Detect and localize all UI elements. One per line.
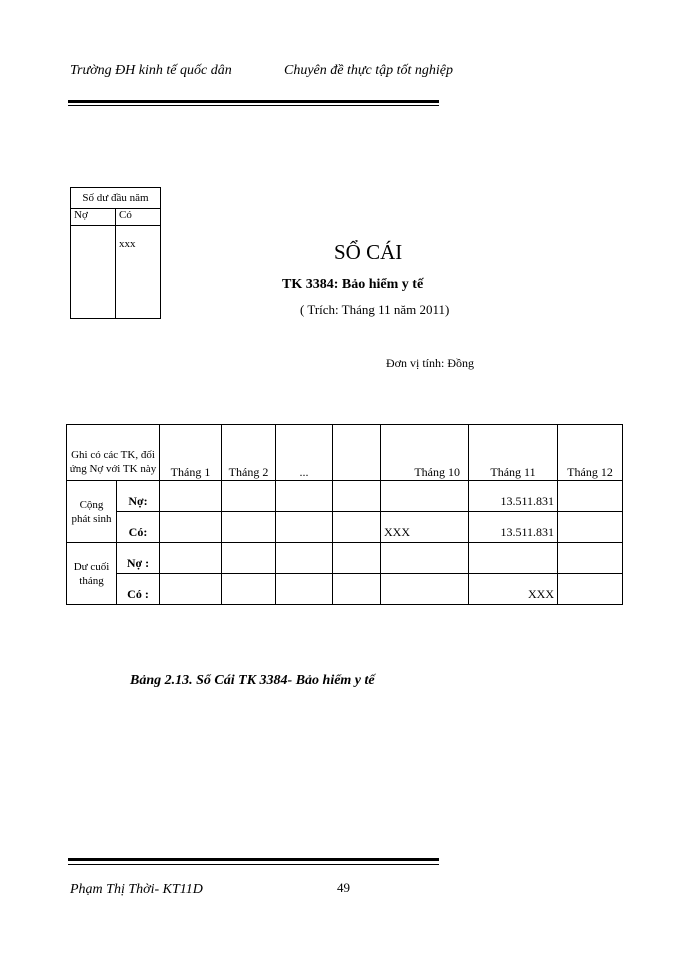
footer-rule [68, 858, 439, 861]
ledger-table [66, 424, 623, 605]
table-row [67, 543, 623, 574]
unit-note: Đơn vị tính: Đồng [386, 356, 475, 370]
excerpt-note: ( Trích: Tháng 11 năm 2011) [300, 302, 450, 317]
ledger-header-row [67, 425, 623, 481]
ps-no-thang-11: 13.511.831 [469, 481, 558, 512]
header-topic: Chuyên đề thực tập tốt nghiệp [284, 63, 453, 78]
header-rule-thin [68, 105, 439, 106]
page-title: SỔ CÁI [334, 240, 403, 264]
page-number: 49 [337, 880, 350, 895]
opening-balance-box [70, 187, 161, 319]
table-caption: Bảng 2.13. Sổ Cái TK 3384- Bảo hiểm y tế [130, 673, 375, 688]
ledger-head-label: Ghi có các TK, đối ứng Nợ với TK này [67, 425, 160, 481]
month-header [333, 425, 381, 481]
du-co-thang-11: XXX [469, 574, 558, 605]
side-label-no: Nợ: [117, 481, 160, 512]
row-label-cong-phat-sinh: Cộng phát sinh [67, 481, 117, 543]
table-row [67, 481, 623, 512]
opening-balance-debit-label: Nợ [71, 209, 116, 226]
month-header: Tháng 10 [381, 425, 469, 481]
opening-balance-credit-value: xxx [116, 226, 161, 319]
side-label-co: Có: [117, 512, 160, 543]
side-label-no-2: Nợ : [117, 543, 160, 574]
table-row [67, 574, 623, 605]
month-header: Tháng 1 [160, 425, 222, 481]
month-header: Tháng 11 [469, 425, 558, 481]
opening-balance-title: Số dư đầu năm [71, 188, 161, 209]
footer-rule-thin [68, 864, 439, 865]
ps-co-thang-11: 13.511.831 [469, 512, 558, 543]
opening-balance-debit-value [71, 226, 116, 319]
footer-author: Phạm Thị Thời- KT11D [70, 882, 203, 897]
month-header: Tháng 2 [222, 425, 276, 481]
table-row [67, 512, 623, 543]
account-title: TK 3384: Bảo hiểm y tế [282, 277, 424, 292]
header-rule [68, 100, 439, 103]
header-school: Trường ĐH kinh tế quốc dân [70, 63, 232, 78]
row-label-du-cuoi-thang: Dư cuối tháng [67, 543, 117, 605]
opening-balance-credit-label: Có [116, 209, 161, 226]
ps-co-thang-10: XXX [381, 512, 469, 543]
month-header: Tháng 12 [558, 425, 623, 481]
side-label-co-2: Có : [117, 574, 160, 605]
month-header: ... [276, 425, 333, 481]
